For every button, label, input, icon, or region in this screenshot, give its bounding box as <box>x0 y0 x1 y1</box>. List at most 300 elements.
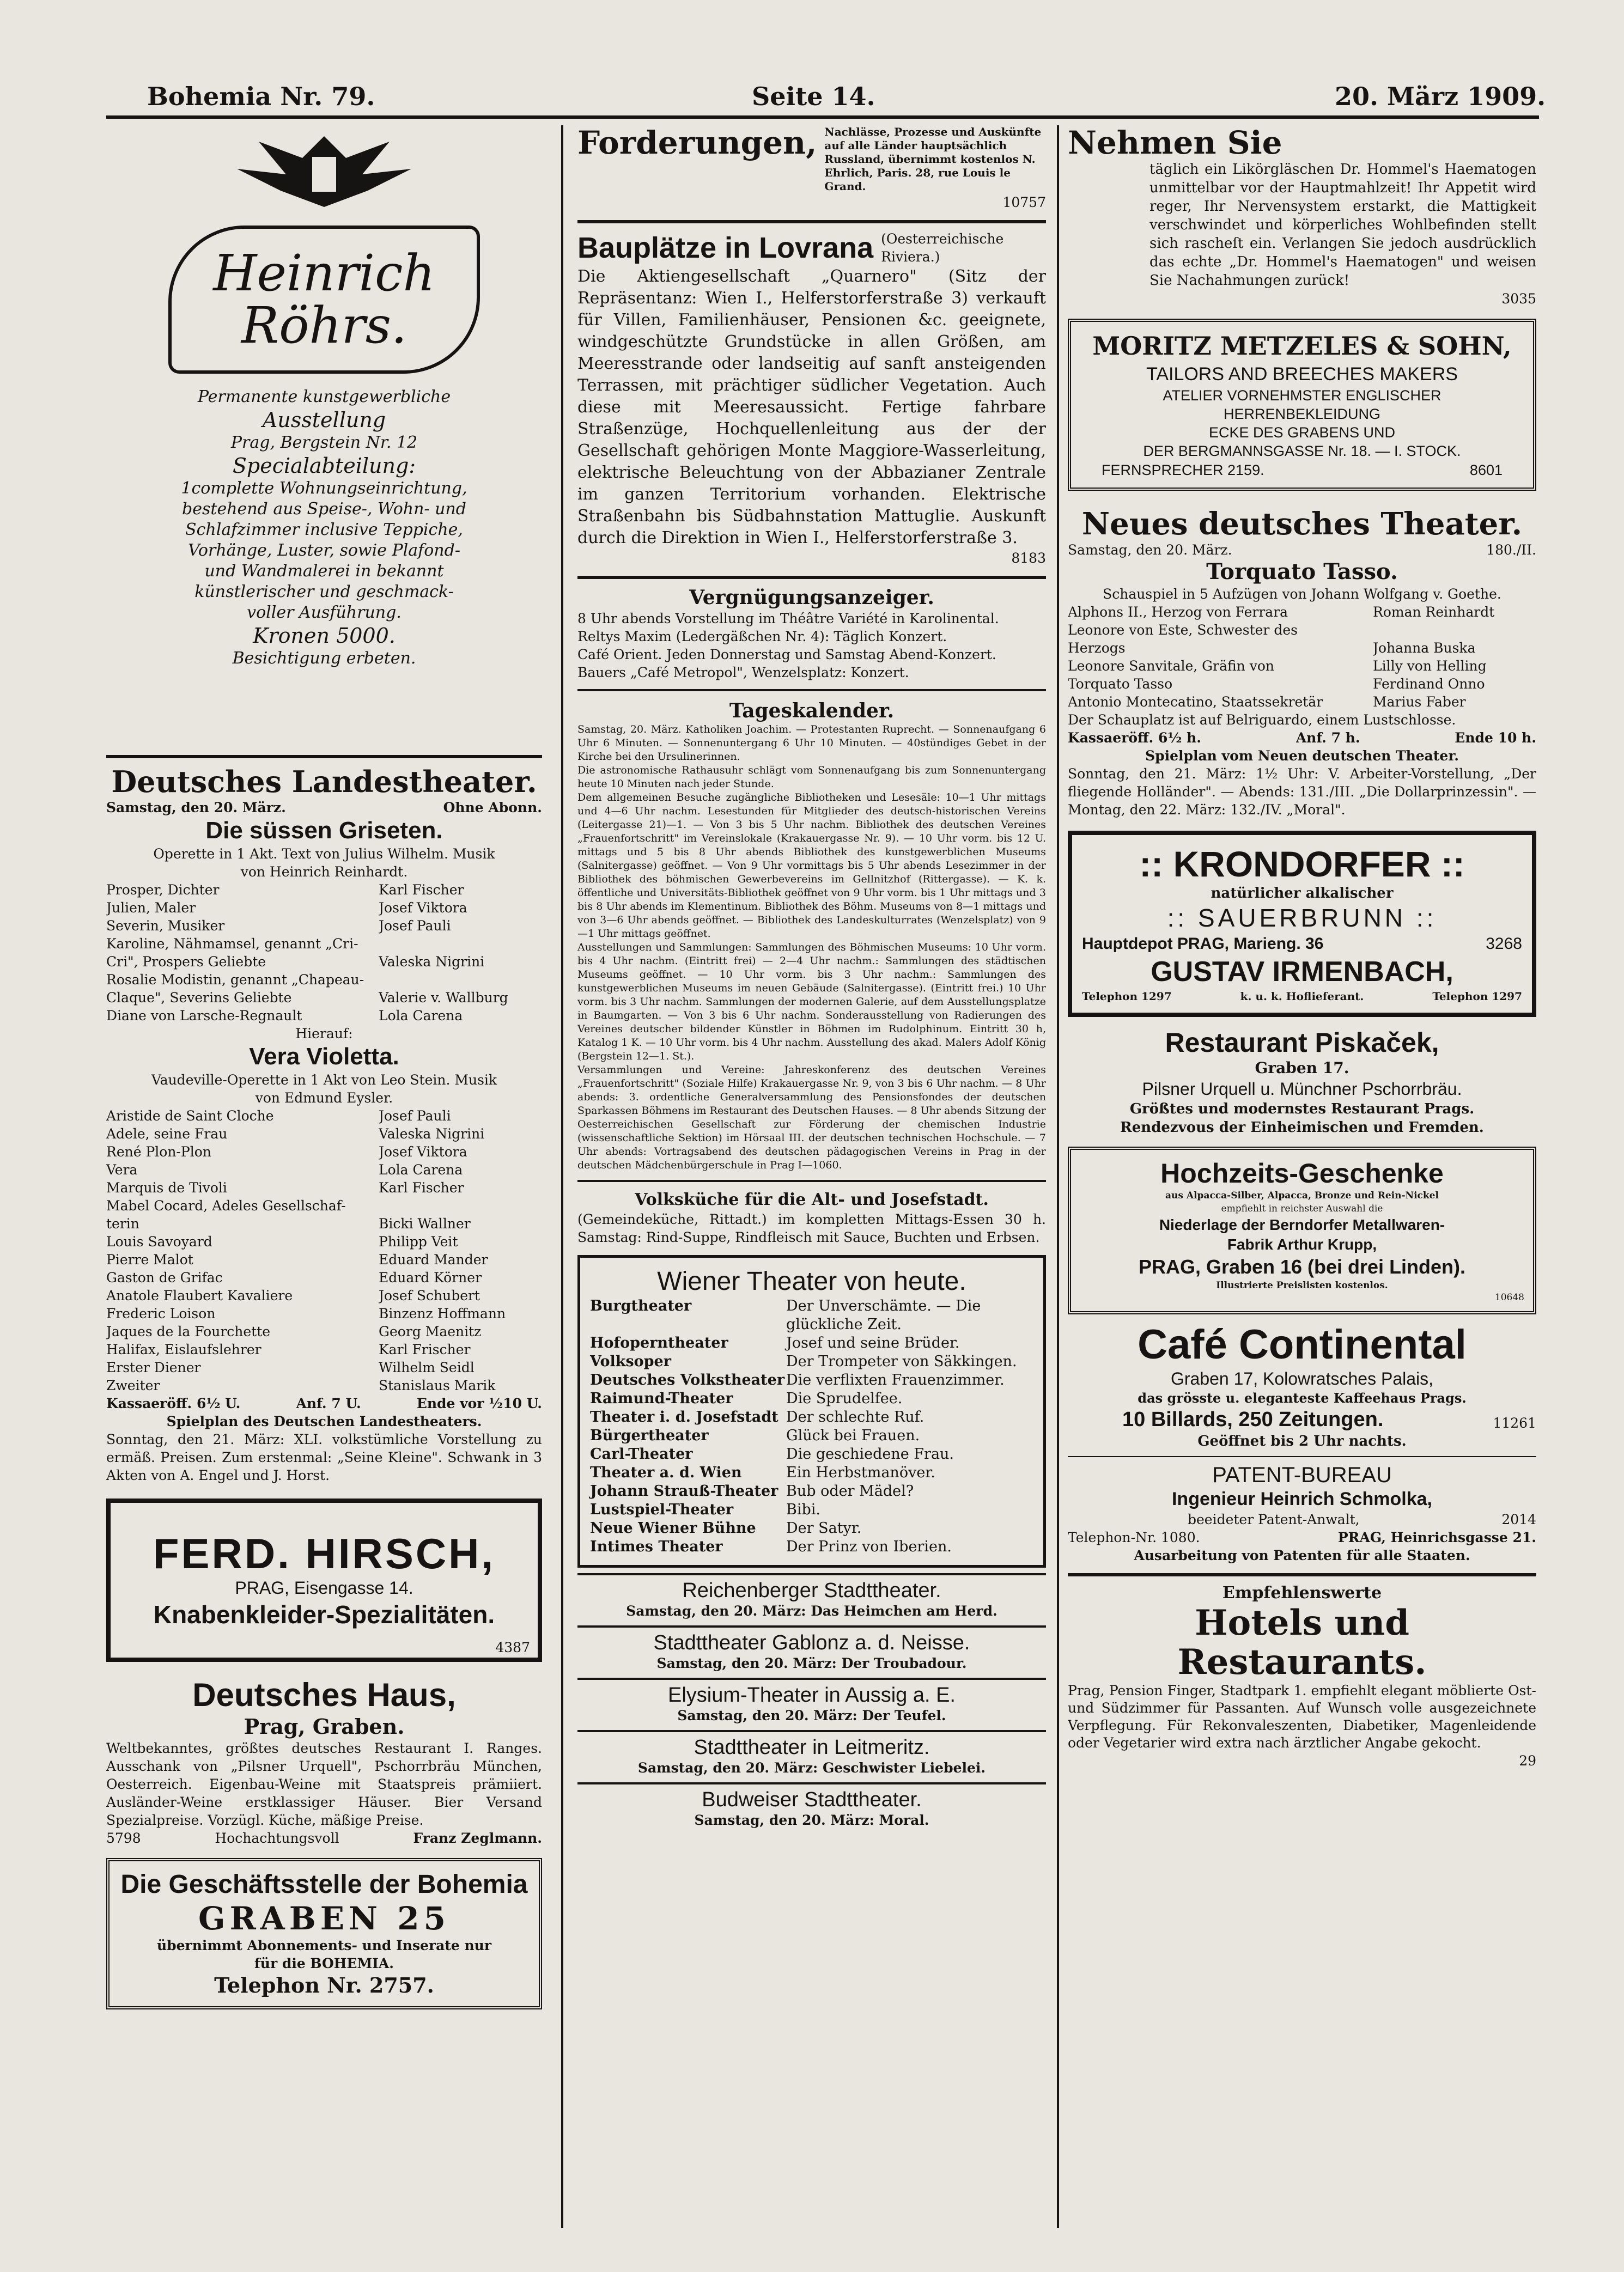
cast-row <box>106 1251 542 1269</box>
cast-role: Karoline, Nähmamsel, genannt „Cri- <box>106 936 358 952</box>
cast-actor: Valeska Nigrini <box>379 1126 485 1142</box>
cast-actor: Valeska Nigrini <box>379 954 485 970</box>
continental-ad <box>1068 1322 1536 1451</box>
krondorfer-sub: natürlicher alkalischer <box>1211 885 1394 902</box>
cast-actor: Josef Pauli <box>379 1108 451 1124</box>
hommel-text: täglich ein Likörgläschen Dr. Hommel's Haematogen unmittelbar vor der Hauptmahlzeit! Ihr Appetit wird reger, Ihr Nervensystem erstarkt, die Mattigkeit verschwindet und körperliches Wohlbefinden stellt sich rascheſt ein. Verlangen Sie jedoch ausdrücklich das echte „Dr. Hommel's Haematogen" und weisen Sie Nachahmungen zurück! <box>1149 161 1536 289</box>
column-rule-1 <box>561 125 563 2228</box>
metzeles-line: DER BERGMANNSGASSE Nr. 18. — I. STOCK. <box>1143 443 1461 459</box>
roehrs-line: Besichtigung erbeten. <box>232 649 416 668</box>
wiener-row <box>590 1482 1033 1501</box>
cast-role: Vera <box>106 1162 138 1178</box>
cast-row <box>106 1305 542 1323</box>
bohemia-phone: Telephon Nr. 2757. <box>214 1973 434 1997</box>
wiener-row <box>590 1334 1033 1353</box>
roehrs-line: künstlerischer und geschmack- <box>194 582 454 601</box>
cast-row <box>1068 675 1536 693</box>
deutsches-haus-sign-label: Hochachtungsvoll <box>215 1830 339 1846</box>
time-entry: Anf. 7 U. <box>296 1396 361 1411</box>
cast-role: Claque", Severins Geliebte <box>106 990 292 1006</box>
cast-actor: Binzenz Hoffmann <box>379 1306 506 1321</box>
stadttheater-line: Samstag, den 20. März: Der Troubadour. <box>656 1655 967 1671</box>
play2-desc: Vaudeville-Operette in 1 Akt von Leo Stein. Musik <box>151 1072 497 1088</box>
cast-row <box>106 971 542 989</box>
bohemia-title: Die Geschäftsstelle der Bohemia <box>120 1870 528 1899</box>
forderungen-text: Nachlässe, Prozesse und Auskünfte auf alle Länder hauptsächlich Russland, übernimmt kostenlos N. Ehrlich, Paris. 28, rue Louis le Grand. <box>824 125 1042 193</box>
roehrs-line: Vorhänge, Luster, sowie Plafond- <box>188 541 460 560</box>
cast-row <box>106 917 542 935</box>
cast-role: Diane von Larsche-Regnault <box>106 1008 302 1024</box>
wiener-theater: Johann Strauß-Theater <box>590 1483 778 1500</box>
patent-address-row <box>1068 1528 1536 1546</box>
hochzeit-line: Illustrierte Preislisten kostenlos. <box>1216 1280 1388 1291</box>
header-date: 20. März 1909. <box>1335 82 1546 111</box>
stadttheater-line: Samstag, den 20. März: Der Teufel. <box>677 1708 946 1723</box>
time-entry: Kassaeröff. 6½ U. <box>106 1396 241 1411</box>
patent-title: PATENT-BUREAU <box>1212 1463 1392 1487</box>
stadttheater-line: Samstag, den 20. März: Moral. <box>694 1812 929 1828</box>
roehrs-text <box>106 387 542 669</box>
column-1 <box>106 125 542 2228</box>
column-2 <box>577 125 1046 2228</box>
wiener-theater: Theater a. d. Wien <box>590 1464 742 1481</box>
play1-title: Die süssen Griseten. <box>205 817 443 844</box>
cast-actor: Wilhelm Seidl <box>379 1360 475 1375</box>
hochzeit-title: Hochzeits-Geschenke <box>1160 1158 1444 1189</box>
deutsches-haus-sign-name: Franz Zeglmann. <box>413 1830 542 1846</box>
cast-role: Antonio Montecatino, Staatssekretär <box>1068 694 1323 710</box>
wiener-play: Die verflixten Frauenzimmer. <box>786 1372 1005 1388</box>
metzeles-line: HERRENBEKLEIDUNG <box>1223 406 1381 422</box>
cast-role: terin <box>106 1216 139 1232</box>
wiener-theater: Neue Wiener Bühne <box>590 1520 756 1537</box>
neues-abonn: 180./II. <box>1486 542 1536 558</box>
cast-role: Leonore von Este, Schwester des <box>1068 622 1298 638</box>
neues-title: Neues deutsches Theater. <box>1081 506 1523 542</box>
krondorfer-hof: k. u. k. Hoflieferant. <box>1240 990 1364 1003</box>
roehrs-line: Specialabteilung: <box>232 454 416 478</box>
cast-actor: Roman Reinhardt <box>1373 604 1495 620</box>
landestheater-date-row <box>106 799 542 817</box>
cast-actor: Lola Carena <box>379 1162 463 1178</box>
metzeles-sub: TAILORS AND BREECHES MAKERS <box>1146 364 1458 385</box>
cast-row <box>106 881 542 899</box>
hotels-text: Prag, Pension Finger, Stadtpark 1. empfiehlt elegant möblierte Ost- und Südzimmer für Passanten. Auf Wunsch volle ausgezeichnete Verpflegung. Für Rekonvaleszenten, Diabetiker, Magenleidende oder Vegetarier wird extra nach ärztlicher Angabe gekocht. <box>1068 1683 1536 1751</box>
stadttheater-title: Elysium-Theater in Aussig a. E. <box>668 1684 956 1707</box>
cast-actor: Josef Viktora <box>379 1144 467 1160</box>
neues-theater-section <box>1068 507 1536 819</box>
lovrana-title: Bauplätze in Lovrana <box>577 232 874 264</box>
stadttheater-item <box>577 1678 1046 1725</box>
vergnuegung-item: Bauers „Café Metropol", Wenzelsplatz: Konzert. <box>577 665 909 680</box>
cast-role: Prosper, Dichter <box>106 882 220 898</box>
column-3 <box>1068 125 1536 2228</box>
stadttheater-item <box>577 1625 1046 1672</box>
bohemia-address: GRABEN 25 <box>198 1900 450 1937</box>
cast-actor <box>1373 621 1536 639</box>
hommel-title: Nehmen Sie <box>1068 125 1282 161</box>
hochzeit-code: 10648 <box>1494 1292 1524 1303</box>
krondorfer-title: :: KRONDORFER :: <box>1139 844 1465 884</box>
piskacek-line: Rendezvous der Einheimischen und Fremden. <box>1120 1119 1484 1136</box>
roehrs-line: bestehend aus Speise-, Wohn- und <box>182 500 466 519</box>
volkskueche-title: Volksküche für die Alt- und Josefstadt. <box>635 1190 989 1209</box>
cast-actor: Eduard Körner <box>379 1270 482 1286</box>
patent-address: PRAG, Heinrichsgasse 21. <box>1337 1530 1536 1545</box>
cast-actor: Stanislaus Marik <box>379 1378 496 1393</box>
hochzeit-line: aus Alpacca-Silber, Alpacca, Bronze und Rein-Nickel <box>1165 1190 1439 1201</box>
cast-row <box>106 953 542 971</box>
wiener-play: Josef und seine Brüder. <box>786 1335 960 1351</box>
piskacek-title: Restaurant Piskaček, <box>1165 1027 1439 1058</box>
wiener-row <box>590 1464 1033 1482</box>
play1-desc: von Heinrich Reinhardt. <box>240 864 408 880</box>
neues-desc: Schauspiel in 5 Aufzügen von Johann Wolfgang v. Goethe. <box>1103 586 1501 602</box>
tageskalender-para: Ausstellungen und Sammlungen: Sammlungen des Böhmischen Museums: 10 Uhr vorm. bis 4 Uhr nachm. (Eintritt frei) — 2—4 Uhr nachm.: Sammlungen des städtischen Museums geöffnet. — 10 Uhr vorm. bis 3 Uhr nachm.: Sammlungen des kunstgewerblichen Museums im neuen Gebäude (Salnitergasse). (Eintritt frei.) 10 Uhr vorm. bis 3 Uhr nachm. Sammlungen der modernen Galerie, auf dem Ausstellungsplatze in Baumgarten. — Von 3 bis 6 Uhr nachm. Sonderausstellung von Radierungen des Vereines deutscher bildender Künstler in Böhmen im Rudolphinum. Eintritt 30 h, Katalog 1 K. — 10 Uhr vorm. bis 4 Uhr nachm. Ausstellung des akad. Malers Adolf König (Bergstein 12—1. St.). <box>577 941 1046 1062</box>
separator <box>577 689 1046 691</box>
cast-list-3 <box>1068 603 1536 711</box>
cast-role: Torquato Tasso <box>1068 676 1173 692</box>
forderungen-code: 10757 <box>1002 194 1046 210</box>
wiener-theater: Theater i. d. Josefstadt <box>590 1409 778 1426</box>
wiener-theater: Hofoperntheater <box>590 1335 728 1351</box>
piskacek-ad <box>1068 1027 1536 1137</box>
cast-role: Julien, Maler <box>106 900 196 916</box>
hirsch-code: 4387 <box>495 1640 530 1655</box>
patent-ad <box>1068 1463 1536 1564</box>
stadttheater-title: Budweiser Stadttheater. <box>702 1788 922 1811</box>
deutsches-haus-code: 5798 <box>106 1830 141 1846</box>
hochzeit-line: Niederlage der Berndorfer Metallwaren- <box>1159 1216 1445 1233</box>
roehrs-line: und Wandmalerei in bekannt <box>204 562 444 581</box>
separator <box>577 220 1046 223</box>
spielplan-text: Sonntag, den 21. März: XLI. volkstümliche Vorstellung zu ermäß. Preisen. Zum erstenmal: „Seine Kleine". Schwank in 3 Akten von A. Engel und J. Horst. <box>106 1432 542 1483</box>
time-entry: Ende 10 h. <box>1455 730 1536 746</box>
cast-role: Halifax, Eislaufslehrer <box>106 1342 261 1357</box>
metzeles-line: ATELIER VORNEHMSTER ENGLISCHER <box>1163 387 1441 404</box>
cast-role: Jaques de la Fourchette <box>106 1324 271 1339</box>
hochzeit-line: PRAG, Graben 16 (bei drei Linden). <box>1138 1256 1466 1278</box>
hirsch-ad <box>106 1499 542 1662</box>
neues-date-row <box>1068 541 1536 559</box>
lovrana-text: Die Aktiengesellschaft „Quarnero" (Sitz der Repräsentanz: Wien I., Helferstorferstraße 3) verkauft für Villen, Familienhäuser, Pensionen &c. geeignete, windgeschützte Grundstücke in allen Größen, am Meeresstrande oder landseitig auf sanft ansteigenden Terrassen, mit prächtiger südlicher Vegetation. Auch diese mit Meeresaussicht. Fertige fahrbare Straßenzüge, Hochquellenleitung aus der der Gesellschaft gehörigen Monte Maggiore-Wasserleitung, elektrische Beleuchtung von der Abbazianer Zentrale im ganzen Territorium vorhanden. Elektrische Straßenbahn bis Südbahnstation Mattuglie. Auskunft durch die Direktion in Wien I., Helferstorferstraße 3. <box>577 267 1046 547</box>
cast-actor: Philipp Veit <box>379 1234 458 1250</box>
continental-line: Geöffnet bis 2 Uhr nachts. <box>1197 1433 1407 1449</box>
cast-role: Leonore Sanvitale, Gräfin von <box>1068 658 1275 674</box>
cast-row <box>106 1359 542 1376</box>
landestheater-date: Samstag, den 20. März. <box>106 800 286 815</box>
wiener-row <box>590 1371 1033 1390</box>
spielplan-title: Spielplan des Deutschen Landestheaters. <box>166 1414 482 1429</box>
bohemia-ad <box>106 1858 542 2009</box>
cast-row <box>106 1233 542 1251</box>
stadttheater-line: Samstag, den 20. März: Geschwister Liebelei. <box>637 1760 986 1776</box>
wiener-row <box>590 1427 1033 1445</box>
separator <box>106 755 542 758</box>
wiener-play: Der Prinz von Iberien. <box>786 1538 952 1555</box>
krondorfer-ad <box>1068 831 1536 1017</box>
krondorfer-depot: Hauptdepot PRAG, Marieng. 36 <box>1082 935 1324 953</box>
cast-role: Cri", Prospers Geliebte <box>106 954 266 970</box>
vergnuegung-title: Vergnügungsanzeiger. <box>689 586 934 609</box>
patent-phone: Telephon-Nr. 1080. <box>1068 1530 1200 1545</box>
hirsch-address: PRAG, Eisengasse 14. <box>235 1578 413 1598</box>
hirsch-slogan: Knabenkleider-Spezialitäten. <box>153 1600 495 1629</box>
tageskalender-para: Dem allgemeinen Besuche zugängliche Bibliotheken und Lesesäle: 10—1 Uhr mittags und 4—6 Uhr nachm. Lesestunden für Mitglieder des deutsch-historischen Vereins (Leitergasse 21)—1. — Von 3 bis 5 Uhr nachm. Bibliothek des deutschen Vereines „Frauenfortschritt" im Vereinslokale (Krakauergasse Nr. 9). — 10 Uhr vorm. bis 12 U. mittags und 5 bis 8 Uhr abends Bibliothek des kunstgewerblichen Museums (Salnitergasse) geöffnet. — Von 9 Uhr vormittags bis 5 Uhr abends Lesezimmer in der Bibliothek des böhmischen Gewerbevereins im Gellnitzhof (Rittergasse). — K. k. öffentliche und Universitäts-Bibliothek geöffnet von 9 Uhr vorm. bis 1 Uhr mittags und 3 bis 8 Uhr abends im Klementinum. Bibliothek des Böhm. Museums von 8—1 mittags und von 3—6 Uhr abends geöffnet. — Bibliothek des Landeskulturrates (Wenzelsplatz) von 9—1 Uhr mittags geöffnet. <box>577 791 1046 940</box>
wiener-title: Wiener Theater von heute. <box>657 1267 966 1296</box>
separator <box>577 1180 1046 1182</box>
krondorfer-phone-row <box>1082 989 1522 1004</box>
hotels-ad <box>1068 1583 1536 1770</box>
wiener-row <box>590 1297 1033 1334</box>
stadttheater-title: Reichenberger Stadttheater. <box>682 1579 941 1602</box>
cast-role: Zweiter <box>106 1378 160 1393</box>
cast-actor: Marius Faber <box>1373 694 1466 710</box>
hochzeit-ad <box>1068 1147 1536 1314</box>
krondorfer-firm: GUSTAV IRMENBACH, <box>1151 956 1453 988</box>
hommel-code: 3035 <box>1501 291 1536 307</box>
wiener-section <box>577 1255 1046 1568</box>
hochzeit-line: empfiehlt in reichster Auswahl die <box>1221 1203 1383 1214</box>
metzeles-ad <box>1068 319 1536 491</box>
cast-actor: Lola Carena <box>379 1008 463 1024</box>
roehrs-line: Permanente kunstgewerbliche <box>197 387 451 406</box>
wiener-theater: Carl-Theater <box>590 1446 693 1463</box>
neues-spielplan-text: Sonntag, den 21. März: 1½ Uhr: V. Arbeiter-Vorstellung, „Der fliegende Holländer". — Abends: 131./III. „Die Dollarprinzessin". — Montag, den 22. März: 132./IV. „Moral". <box>1068 766 1536 818</box>
roehrs-name-2: Röhrs. <box>241 296 407 355</box>
separator <box>1068 1456 1536 1457</box>
stadttheater-item <box>577 1782 1046 1829</box>
header-page-number: Seite 14. <box>752 82 875 111</box>
play1-desc: Operette in 1 Akt. Text von Julius Wilhelm. Musik <box>153 846 495 862</box>
wiener-play: Bibi. <box>786 1501 820 1518</box>
cast-row <box>106 1007 542 1025</box>
eagle-crest-icon <box>106 125 542 223</box>
cast-actor: Josef Schubert <box>379 1288 480 1303</box>
vergnuegung-item: 8 Uhr abends Vorstellung im Théâtre Variété in Karolinental. <box>577 611 999 626</box>
krondorfer-phone: Telephon 1297 <box>1432 990 1522 1003</box>
piskacek-line: Größtes und modernstes Restaurant Prags. <box>1129 1101 1475 1117</box>
cast-actor: Karl Fischer <box>379 882 464 898</box>
stadttheater-title: Stadttheater in Leitmeritz. <box>694 1736 930 1759</box>
cast-actor <box>379 971 542 989</box>
krondorfer-code: 3268 <box>1486 935 1522 953</box>
cast-list-1 <box>106 881 542 1025</box>
cast-row <box>106 1161 542 1179</box>
deutsches-haus-sign <box>106 1829 542 1847</box>
hotels-code: 29 <box>1519 1753 1536 1769</box>
wiener-play: Die geschiedene Frau. <box>786 1446 954 1463</box>
piskacek-sub: Graben 17. <box>1255 1059 1349 1077</box>
cast-actor: Bicki Wallner <box>379 1216 471 1232</box>
continental-line: 10 Billards, 250 Zeitungen. <box>1122 1408 1384 1431</box>
wiener-theater: Lustspiel-Theater <box>590 1501 734 1518</box>
neues-times <box>1068 729 1536 747</box>
roehrs-logo <box>168 226 480 374</box>
cast-role: Anatole Flaubert Kavaliere <box>106 1288 293 1303</box>
cast-row <box>106 1376 542 1394</box>
stadttheater-list <box>577 1573 1046 1829</box>
metzeles-code: 8601 <box>1469 462 1503 478</box>
wiener-theater: Volksoper <box>590 1353 671 1370</box>
header-rule <box>106 115 1539 119</box>
hotels-title: Hotels und Restaurants. <box>1177 1603 1427 1683</box>
wiener-theater: Raimund-Theater <box>590 1390 733 1407</box>
patent-line: Ausarbeitung von Patenten für alle Staaten. <box>1134 1548 1470 1563</box>
time-entry: Kassaeröff. 6½ h. <box>1068 730 1202 746</box>
landestheater-section <box>106 765 542 1484</box>
wiener-row <box>590 1519 1033 1538</box>
cast-row <box>1068 693 1536 711</box>
cast-actor: Georg Maenitz <box>379 1324 482 1339</box>
cast-list-2 <box>106 1107 542 1394</box>
deutsches-haus-subtitle: Prag, Graben. <box>244 1714 405 1739</box>
vergnuegung-item: Café Orient. Jeden Donnerstag und Samstag Abend-Konzert. <box>577 647 996 662</box>
roehrs-line: voller Ausführung. <box>247 603 402 622</box>
metzeles-phone: FERNSPRECHER 2159. <box>1102 462 1264 478</box>
tageskalender-section <box>577 699 1046 1172</box>
header-issue: Bohemia Nr. 79. <box>147 82 375 111</box>
volkskueche-section <box>577 1190 1046 1246</box>
cast-row <box>106 1179 542 1197</box>
continental-code: 11261 <box>1493 1415 1536 1431</box>
continental-title: Café Continental <box>1138 1321 1467 1368</box>
deutsches-haus-ad <box>106 1676 542 1847</box>
cast-row <box>106 989 542 1007</box>
piskacek-line: Pilsner Urquell u. Münchner Pschorrbräu. <box>1142 1079 1462 1099</box>
separator <box>1068 1573 1536 1576</box>
roehrs-line: Kronen 5000. <box>253 624 396 648</box>
tageskalender-para: Samstag, 20. März. Katholiken Joachim. — Protestanten Ruprecht. — Sonnenaufgang 6 Uhr 6 Minuten. — Sonnenuntergang 6 Uhr 10 Minuten. — 40stündiges Gebet in der Kirche bei den Ursulinerinnen. <box>577 723 1046 763</box>
neues-play: Torquato Tasso. <box>1206 559 1398 584</box>
cast-actor: Karl Fischer <box>379 1180 464 1196</box>
cast-actor: Karl Frischer <box>379 1342 471 1357</box>
roehrs-line: Prag, Bergstein Nr. 12 <box>230 433 418 452</box>
roehrs-line: 1complette Wohnungseinrichtung, <box>181 479 467 498</box>
cast-actor: Eduard Mander <box>379 1252 488 1268</box>
vergnuegung-item: Reltys Maxim (Ledergäßchen Nr. 4): Täglich Konzert. <box>577 629 947 644</box>
lovrana-title-note: (Oesterreichische Riviera.) <box>881 231 1004 265</box>
cast-row <box>106 1269 542 1287</box>
krondorfer-phone: Telephon 1297 <box>1082 990 1172 1003</box>
cast-role: René Plon-Plon <box>106 1144 211 1160</box>
cast-actor: Valerie v. Wallburg <box>379 990 508 1006</box>
deutsches-haus-title: Deutsches Haus, <box>192 1677 456 1713</box>
continental-line: Graben 17, Kolowratsches Palais, <box>1170 1369 1434 1388</box>
lovrana-ad <box>577 230 1046 567</box>
krondorfer-depot-row <box>1082 933 1522 955</box>
continental-line: das grösste u. eleganteste Kaffeehaus Prags. <box>1138 1390 1467 1406</box>
cast-row <box>106 899 542 917</box>
cast-role: Frederic Loison <box>106 1306 216 1321</box>
patent-sub: beeideter Patent-Anwalt, <box>1188 1512 1360 1527</box>
lovrana-code: 8183 <box>1011 550 1046 566</box>
column-rule-2 <box>1057 125 1059 2228</box>
krondorfer-name: :: SAUERBRUNN :: <box>1167 904 1437 932</box>
neues-date: Samstag, den 20. März. <box>1068 542 1232 558</box>
wiener-play: Der Unverschämte. — Die glückliche Zeit. <box>786 1298 981 1333</box>
cast-actor: Lilly von Helling <box>1373 658 1487 674</box>
hierauf-label: Hierauf: <box>295 1026 353 1041</box>
hirsch-name: FERD. HIRSCH, <box>153 1530 496 1577</box>
cast-role: Adele, seine Frau <box>106 1126 228 1142</box>
landestheater-times <box>106 1394 542 1412</box>
stadttheater-title: Stadttheater Gablonz a. d. Neisse. <box>653 1631 970 1654</box>
cast-role: Alphons II., Herzog von Ferrara <box>1068 604 1288 620</box>
hochzeit-line: Fabrik Arthur Krupp, <box>1227 1236 1377 1253</box>
wiener-play: Der schlechte Ruf. <box>786 1409 924 1426</box>
cast-row <box>106 1107 542 1125</box>
roehrs-line: Schlafzimmer inclusive Teppiche, <box>185 520 463 539</box>
cast-row <box>106 1323 542 1341</box>
time-entry: Ende vor ½10 U. <box>416 1396 542 1411</box>
bohemia-text: für die BOHEMIA. <box>254 1956 394 1971</box>
cast-row <box>106 935 542 953</box>
roehrs-line: Ausstellung <box>262 408 386 432</box>
hommel-ad <box>1068 125 1536 308</box>
cast-actor <box>379 935 542 953</box>
roehrs-ad <box>106 125 542 746</box>
play2-desc: von Edmund Eysler. <box>255 1090 393 1106</box>
cast-row <box>106 1215 542 1233</box>
cast-role: Marquis de Tivoli <box>106 1180 227 1196</box>
cast-role: Louis Savoyard <box>106 1234 212 1250</box>
cast-role: Severin, Musiker <box>106 918 225 934</box>
wiener-theater: Intimes Theater <box>590 1538 723 1555</box>
wiener-row <box>590 1353 1033 1371</box>
wiener-row <box>590 1390 1033 1408</box>
forderungen-ad <box>577 125 1046 193</box>
cast-row <box>106 1287 542 1305</box>
wiener-play: Glück bei Frauen. <box>786 1427 920 1444</box>
wiener-play: Die Sprudelfee. <box>786 1390 903 1407</box>
landestheater-abonn: Ohne Abonn. <box>443 800 542 815</box>
wiener-play: Ein Herbstmanöver. <box>786 1464 935 1481</box>
cast-actor: Ferdinand Onno <box>1373 676 1485 692</box>
cast-row <box>1068 621 1536 639</box>
stadttheater-item <box>577 1573 1046 1620</box>
tageskalender-title: Tageskalender. <box>729 699 895 722</box>
wiener-row <box>590 1408 1033 1427</box>
cast-role: Erster Diener <box>106 1360 201 1375</box>
cast-row <box>106 1197 542 1215</box>
patent-name: Ingenieur Heinrich Schmolka, <box>1171 1489 1432 1509</box>
cast-role: Gaston de Grifac <box>106 1270 223 1286</box>
cast-role: Aristide de Saint Cloche <box>106 1108 274 1124</box>
stadttheater-line: Samstag, den 20. März: Das Heimchen am Herd. <box>626 1603 997 1619</box>
wiener-play: Der Trompeter von Säkkingen. <box>786 1353 1017 1370</box>
metzeles-phone-row <box>1080 460 1524 480</box>
tageskalender-para: Die astronomische Rathausuhr schlägt vom Sonnenaufgang bis zum Sonnenuntergang heute 10 Minuten nach jeder Stunde. <box>577 764 1046 790</box>
volkskueche-text: (Gemeindeküche, Rittadt.) im kompletten Mittags-Essen 30 h. Samstag: Rind-Suppe, Rindfleisch mit Sauce, Buchten und Erbsen. <box>577 1211 1046 1245</box>
wiener-play: Der Satyr. <box>786 1520 862 1537</box>
cast-row <box>1068 657 1536 675</box>
wiener-row <box>590 1501 1033 1519</box>
bohemia-text: übernimmt Abonnements- und Inserate nur <box>156 1938 492 1953</box>
hotels-pre: Empfehlenswerte <box>1222 1583 1382 1603</box>
metzeles-name: MORITZ METZELES & SOHN, <box>1092 331 1512 361</box>
neues-spielplan-title: Spielplan vom Neuen deutschen Theater. <box>1145 748 1459 764</box>
wiener-row <box>590 1445 1033 1464</box>
cast-row <box>1068 639 1536 657</box>
cast-actor: Johanna Buska <box>1373 640 1476 656</box>
cast-role: Mabel Cocard, Adeles Gesellschaf- <box>106 1198 346 1214</box>
vergnuegung-section <box>577 586 1046 681</box>
cast-row <box>106 1143 542 1161</box>
cast-actor <box>379 1197 542 1215</box>
patent-sub-row <box>1068 1510 1536 1528</box>
landestheater-title: Deutsches Landestheater. <box>111 764 537 799</box>
